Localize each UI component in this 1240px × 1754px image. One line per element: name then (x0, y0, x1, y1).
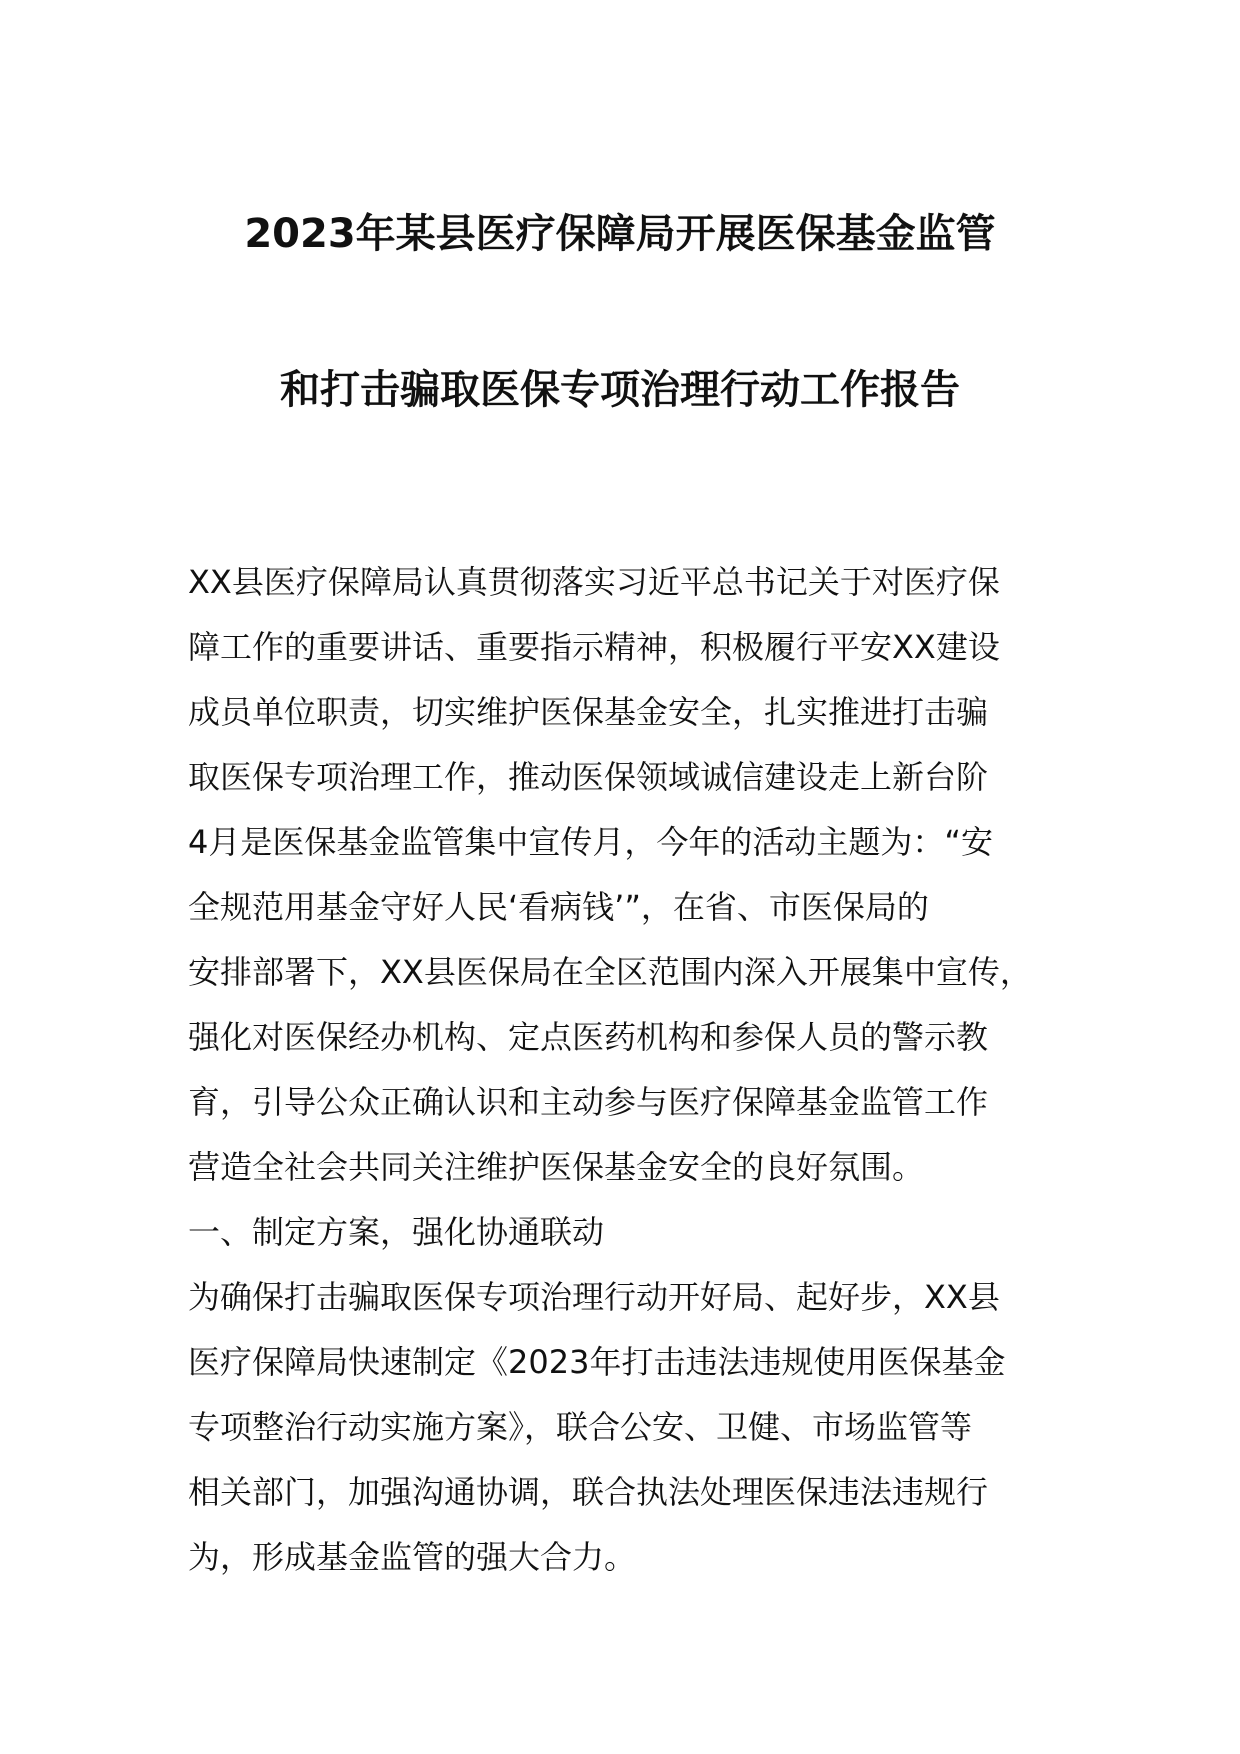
body-line: 为确保打击骗取医保专项治理行动开好局、起好步，XX县 (188, 1278, 1000, 1316)
document-body (188, 550, 1088, 1590)
body-line: 安排部署下，XX县医保局在全区范围内深入开展集中宣传， (188, 953, 1032, 991)
body-line: 取医保专项治理工作，推动医保领域诚信建设走上新台阶 (188, 758, 989, 796)
document-title-line-2: 和打击骗取医保专项治理行动工作报告 (280, 367, 960, 413)
body-line: 为，形成基金监管的强大合力。 (188, 1538, 637, 1576)
body-line: 4月是医保基金监管集中宣传月，今年的活动主题为：“安 (188, 823, 993, 861)
body-line: 障工作的重要讲话、重要指示精神，积极履行平安XX建设 (188, 628, 1000, 666)
body-line: 全规范用基金守好人民‘看病钱’”，在省、市医保局的 (188, 888, 929, 926)
section-heading: 一、制定方案，强化协通联动 (188, 1213, 605, 1251)
body-line: XX县医疗保障局认真贯彻落实习近平总书记关于对医疗保 (188, 563, 1000, 601)
body-line: 相关部门，加强沟通协调，联合执法处理医保违法违规行 (188, 1473, 989, 1511)
document-title-line-1: 2023年某县医疗保障局开展医保基金监管 (244, 211, 996, 257)
body-line: 强化对医保经办机构、定点医药机构和参保人员的警示教 (188, 1018, 989, 1056)
body-line: 成员单位职责，切实维护医保基金安全，扎实推进打击骗 (188, 693, 989, 731)
body-line: 育，引导公众正确认识和主动参与医疗保障基金监管工作 (188, 1083, 989, 1121)
body-line: 营造全社会共同关注维护医保基金安全的良好氛围。 (188, 1148, 925, 1186)
body-line: 专项整治行动实施方案》，联合公安、卫健、市场监管等 (188, 1408, 973, 1446)
body-line: 医疗保障局快速制定《2023年打击违法违规使用医保基金 (188, 1343, 1006, 1381)
